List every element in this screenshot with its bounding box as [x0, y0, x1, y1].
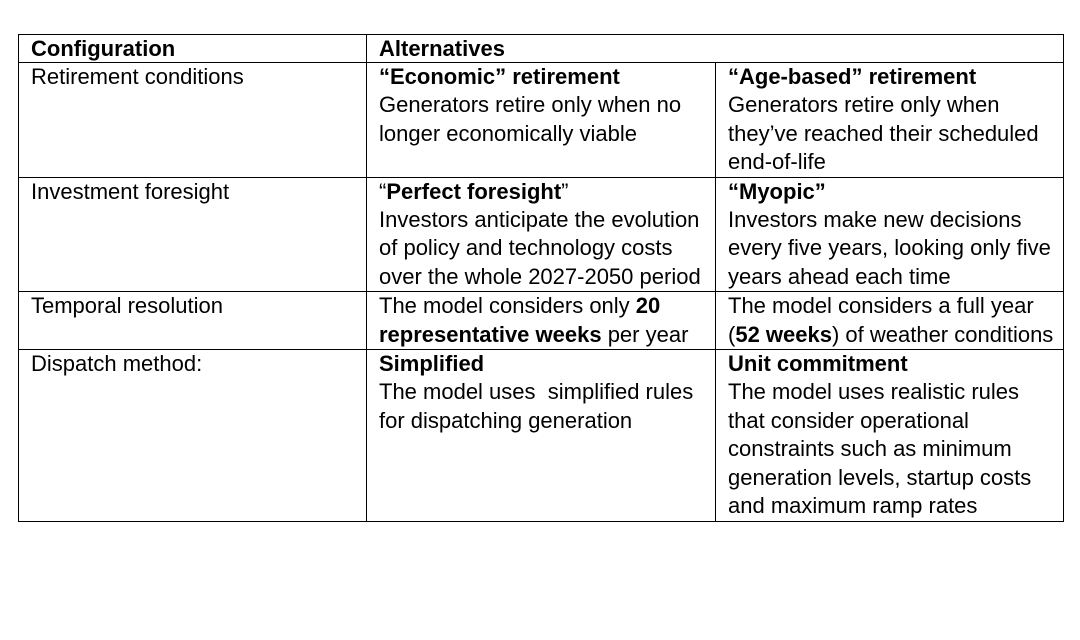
cell-perfect-foresight — [367, 177, 716, 292]
alt-body: Generators retire only when no longer economically viable — [379, 92, 682, 146]
alt-title: Simplified — [379, 351, 485, 377]
header-row — [19, 35, 1064, 63]
cell-unit-commitment — [716, 350, 1064, 521]
row-label-investment: Investment foresight — [19, 177, 367, 292]
alt-body: The model uses realistic rules that consider operational constraints such as minimum generation levels, startup costs and maximum ramp rates — [728, 379, 1032, 519]
alt-body: Investors anticipate the evolution of policy and technology costs over the whole 2027-2050 period — [379, 207, 701, 289]
cell-full-year — [716, 292, 1064, 350]
table-row — [19, 350, 1064, 521]
text-pre: The model considers only — [379, 293, 636, 319]
text-pre: The model considers a full year ( — [728, 293, 1034, 347]
configuration-table — [18, 34, 1064, 522]
alt-title: “Myopic” — [728, 178, 826, 204]
alt-title-line — [379, 178, 711, 206]
close-quote: ” — [561, 178, 569, 204]
text-post: ) of weather conditions — [831, 321, 1054, 347]
cell-economic-retirement — [367, 63, 716, 178]
cell-representative-weeks — [367, 292, 716, 350]
alt-title: Unit commitment — [728, 351, 908, 377]
row-label-dispatch: Dispatch method: — [19, 350, 367, 521]
header-alternatives: Alternatives — [367, 35, 1064, 63]
text-bold: 52 weeks — [735, 321, 832, 347]
header-configuration: Configuration — [19, 35, 367, 63]
alt-title: Perfect foresight — [386, 178, 562, 204]
alt-body: Generators retire only when they’ve reached their scheduled end-of-life — [728, 92, 1039, 175]
alt-title: “Economic” retirement — [379, 64, 620, 89]
cell-simplified — [367, 350, 716, 521]
cell-age-based-retirement — [716, 63, 1064, 178]
cell-myopic — [716, 177, 1064, 292]
table-row — [19, 63, 1064, 178]
table-row — [19, 177, 1064, 292]
text-bold: 20 representative weeks — [379, 293, 661, 347]
table-row — [19, 292, 1064, 350]
row-label-retirement: Retirement conditions — [19, 63, 367, 178]
text-post: per year — [601, 321, 689, 347]
alt-body: The model uses simplified rules for dispatching generation — [379, 379, 700, 433]
alt-body: Investors make new decisions every five years, looking only five years ahead each time — [728, 207, 1051, 289]
row-label-temporal: Temporal resolution — [19, 292, 367, 350]
alt-title: “Age-based” retirement — [728, 64, 977, 89]
open-quote: “ — [379, 178, 387, 204]
